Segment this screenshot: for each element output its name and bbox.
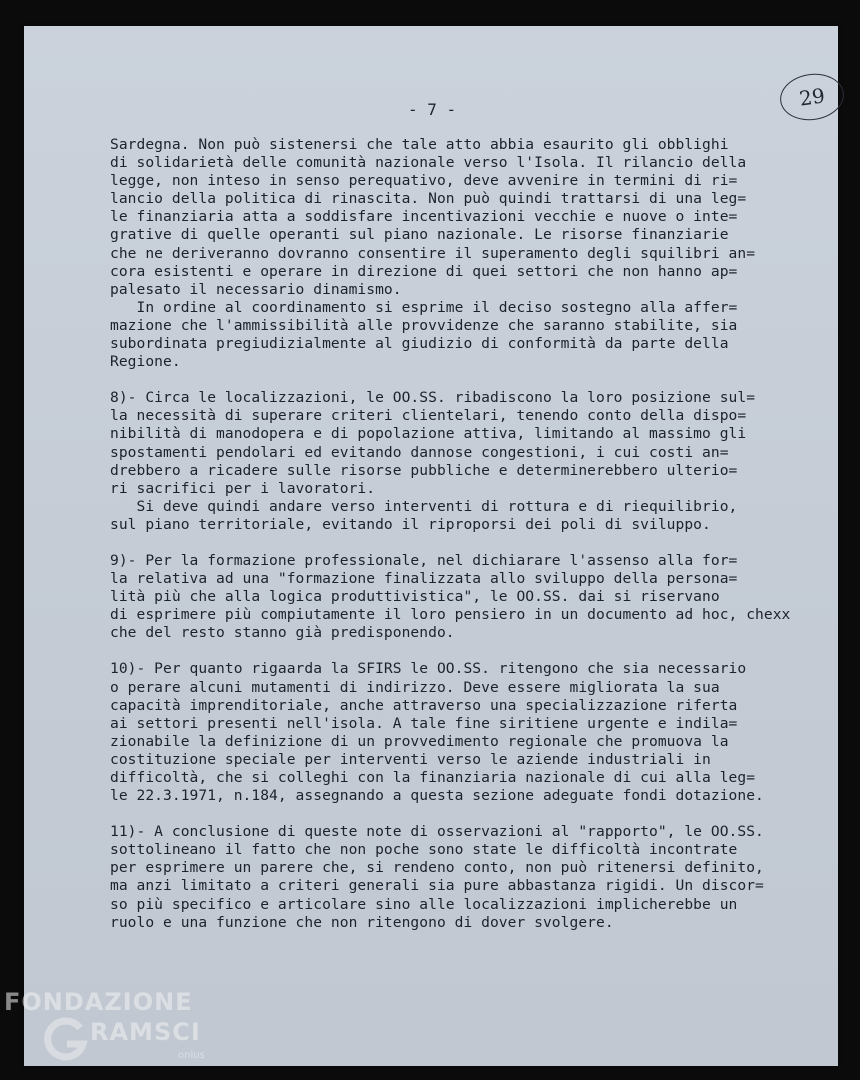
text-line: ruolo e una funzione che non ritengono di dover svolgere. xyxy=(110,913,614,931)
text-line: subordinata pregiudizialmente al giudizio di conformità da parte della xyxy=(110,335,729,353)
text-line: 10)- Per quanto rigaarda la SFIRS le OO.SS. ritengono che sia necessario xyxy=(110,660,747,678)
text-line: ai settori presenti nell'isola. A tale fine siritiene urgente e indila= xyxy=(110,714,738,732)
text-line: 11)- A conclusione di queste note di osservazioni al "rapporto", le OO.SS. xyxy=(110,823,764,841)
text-line: 9)- Per la formazione professionale, nel dichiarare l'assenso alla for= xyxy=(110,551,738,569)
text-line: che ne deriveranno dovranno consentire il superamento degli squilibri an= xyxy=(110,244,756,262)
paragraph-gap xyxy=(110,642,836,660)
text-line: zionabile la definizione di un provvedimento regionale che promuova la xyxy=(110,732,729,750)
text-line: so più specifico e articolare sino alle localizzazioni implicherebbe un xyxy=(110,895,738,913)
text-line: le finanziaria atta a soddisfare incentivazioni vecchie e nuove o inte= xyxy=(110,208,738,226)
page-number: - 7 - xyxy=(408,100,457,119)
paragraph-gap xyxy=(110,534,836,552)
text-line: la relativa ad una "formazione finalizzata allo sviluppo della persona= xyxy=(110,570,738,588)
watermark-line-3: onlus xyxy=(178,1050,205,1061)
text-line: la necessità di superare criteri clientelari, tenendo conto della dispo= xyxy=(110,407,747,425)
paragraph-gap xyxy=(110,805,836,823)
text-line: cora esistenti e operare in direzione di quei settori che non hanno ap= xyxy=(110,262,738,280)
gramsci-g-logo-icon xyxy=(40,1014,90,1064)
text-line: sul piano territoriale, evitando il riproporsi dei poli di sviluppo. xyxy=(110,515,711,533)
watermark-line-2: RAMSCI xyxy=(90,1018,201,1046)
text-line: spostamenti pendolari ed evitando dannose congestioni, i cui costi an= xyxy=(110,443,729,461)
text-line: di esprimere più compiutamente il loro pensiero in un documento ad hoc, chexx xyxy=(110,606,791,624)
archive-page-stamp xyxy=(777,70,847,124)
text-line: o perare alcuni mutamenti di indirizzo. Deve essere migliorata la sua xyxy=(110,678,720,696)
fondazione-gramsci-watermark xyxy=(4,988,234,1078)
text-line: palesato il necessario dinamismo. xyxy=(110,280,402,298)
text-line: per esprimere un parere che, si rendeno conto, non può ritenersi definito, xyxy=(110,859,764,877)
text-line: Sardegna. Non può sistenersi che tale atto abbia esaurito gli obblighi xyxy=(110,136,729,153)
text-line: difficoltà, che si colleghi con la finanziaria nazionale di cui alla leg= xyxy=(110,769,756,786)
text-line: legge, non inteso in senso perequativo, deve avvenire in termini di ri= xyxy=(110,172,738,190)
document-body xyxy=(110,136,836,932)
text-line: le 22.3.1971, n.184, assegnando a questa sezione adeguate fondi dotazione. xyxy=(110,787,764,805)
text-line: sottolineano il fatto che non poche sono state le difficoltà incontrate xyxy=(110,841,738,859)
text-line: ma anzi limitato a criteri generali sia pure abbastanza rigidi. Un discor= xyxy=(110,877,764,895)
text-line: capacità imprenditoriale, anche attraverso una specializzazione riferta xyxy=(110,696,738,714)
text-line: grative di quelle operanti sul piano nazionale. Le risorse finanziarie xyxy=(110,226,729,244)
watermark-line-1: FONDAZIONE xyxy=(4,988,193,1016)
text-line: 8)- Circa le localizzazioni, le OO.SS. ribadiscono la loro posizione sul= xyxy=(110,389,756,407)
text-line: lancio della politica di rinascita. Non può quindi trattarsi di una leg= xyxy=(110,190,747,208)
text-line: costituzione speciale per interventi verso le aziende industriali in xyxy=(110,750,711,768)
text-line: di solidarietà delle comunità nazionale verso l'Isola. Il rilancio della xyxy=(110,154,747,172)
text-line: Regione. xyxy=(110,353,181,371)
text-line: ri sacrifici per i lavoratori. xyxy=(110,479,376,497)
paragraph-gap xyxy=(110,371,836,389)
text-line: mazione che l'ammissibilità alle provvidenze che saranno stabilite, sia xyxy=(110,316,738,334)
text-line: drebbero a ricadere sulle risorse pubbliche e determinerebbero ulterio= xyxy=(110,461,738,479)
text-line: nibilità di manodopera e di popolazione attiva, limitando al massimo gli xyxy=(110,425,747,443)
text-line: In ordine al coordinamento si esprime il deciso sostegno alla affer= xyxy=(110,298,738,316)
text-line: lità più che alla logica produttivistica", le OO.SS. dai si riservano xyxy=(110,588,720,606)
text-line: Si deve quindi andare verso interventi di rottura e di riequilibrio, xyxy=(110,497,738,515)
stamp-number: 29 xyxy=(797,83,827,111)
text-line: che del resto stanno già predisponendo. xyxy=(110,624,455,642)
